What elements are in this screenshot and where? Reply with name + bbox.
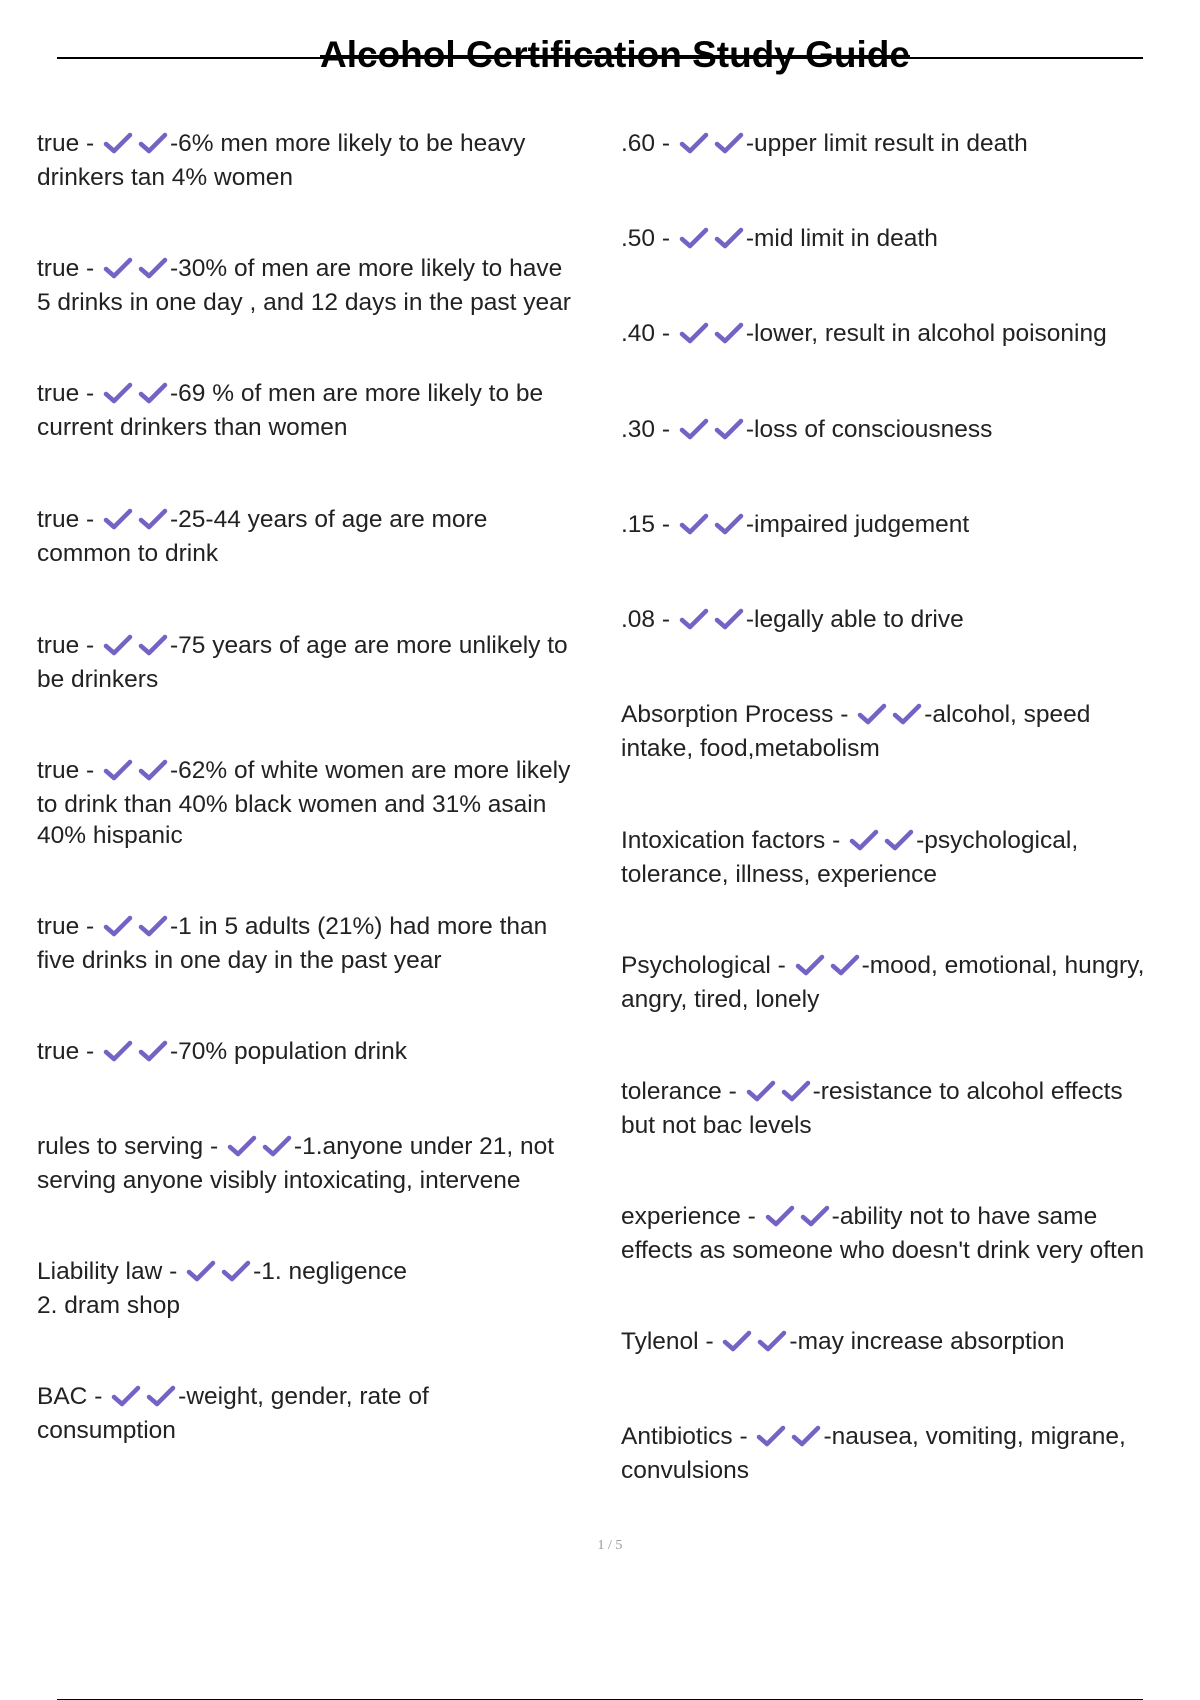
check-mark-icon bbox=[103, 508, 133, 530]
check-marks bbox=[857, 702, 922, 733]
check-mark-icon bbox=[714, 513, 744, 535]
check-marks bbox=[103, 1039, 168, 1070]
check-marks bbox=[679, 607, 744, 638]
definition-separator: - bbox=[170, 757, 179, 784]
right-flashcard-card bbox=[621, 950, 1144, 1015]
flashcard-term: Liability law bbox=[37, 1258, 163, 1285]
flashcard-term: rules to serving bbox=[37, 1133, 204, 1160]
check-mark-icon bbox=[138, 915, 168, 937]
check-mark-icon bbox=[795, 954, 825, 976]
check-mark-icon bbox=[714, 132, 744, 154]
definition-separator: - bbox=[924, 701, 933, 728]
check-marks bbox=[679, 131, 744, 162]
definition-separator: - bbox=[861, 952, 870, 979]
flashcard-term: .15 bbox=[621, 511, 656, 538]
check-mark-icon bbox=[757, 1330, 787, 1352]
check-mark-icon bbox=[679, 608, 709, 630]
term-separator: - bbox=[655, 416, 677, 443]
right-flashcard-card bbox=[621, 699, 1090, 764]
check-mark-icon bbox=[714, 608, 744, 630]
check-mark-icon bbox=[138, 508, 168, 530]
check-mark-icon bbox=[103, 257, 133, 279]
page-indicator: 1 / 5 bbox=[597, 1538, 623, 1553]
check-mark-icon bbox=[138, 132, 168, 154]
left-flashcard-card bbox=[37, 504, 487, 569]
term-separator: - bbox=[79, 255, 101, 282]
flashcard-term: true bbox=[37, 913, 80, 940]
definition-separator: - bbox=[170, 130, 179, 157]
term-separator: - bbox=[655, 320, 677, 347]
check-marks bbox=[103, 633, 168, 664]
flashcard-definition: loss of consciousness bbox=[754, 416, 993, 443]
flashcard-term: Psychological bbox=[621, 952, 771, 979]
check-mark-icon bbox=[679, 227, 709, 249]
right-flashcard-card bbox=[621, 318, 1107, 352]
flashcard-definition: 1.anyone under 21, not serving anyone visibly intoxicating, intervene bbox=[37, 1133, 555, 1194]
check-mark-icon bbox=[103, 132, 133, 154]
check-mark-icon bbox=[800, 1205, 830, 1227]
check-marks bbox=[103, 256, 168, 287]
definition-separator: - bbox=[745, 511, 755, 538]
term-separator: - bbox=[79, 632, 101, 659]
term-separator: - bbox=[79, 1038, 101, 1065]
check-marks bbox=[103, 914, 168, 945]
check-marks bbox=[103, 507, 168, 538]
term-separator: - bbox=[203, 1133, 225, 1160]
check-marks bbox=[186, 1259, 251, 1290]
term-separator: - bbox=[825, 827, 848, 854]
check-mark-icon bbox=[714, 418, 744, 440]
check-mark-icon bbox=[714, 227, 744, 249]
definition-separator: - bbox=[789, 1328, 798, 1355]
check-marks bbox=[103, 131, 168, 162]
check-mark-icon bbox=[830, 954, 860, 976]
check-mark-icon bbox=[679, 513, 709, 535]
flashcard-term: .40 bbox=[621, 320, 656, 347]
check-mark-icon bbox=[138, 257, 168, 279]
check-marks bbox=[679, 321, 744, 352]
right-flashcard-card bbox=[621, 1421, 1126, 1486]
left-flashcard-card bbox=[37, 1036, 407, 1070]
left-flashcard-card bbox=[37, 911, 547, 976]
check-marks bbox=[722, 1329, 787, 1360]
check-mark-icon bbox=[679, 132, 709, 154]
term-separator: - bbox=[79, 380, 101, 407]
check-mark-icon bbox=[746, 1080, 776, 1102]
check-mark-icon bbox=[138, 634, 168, 656]
definition-separator: - bbox=[916, 827, 925, 854]
flashcard-term: Antibiotics bbox=[621, 1423, 733, 1450]
flashcard-term: tolerance bbox=[621, 1078, 722, 1105]
definition-separator: - bbox=[812, 1078, 821, 1105]
term-separator: - bbox=[79, 130, 101, 157]
left-flashcard-card bbox=[37, 630, 568, 695]
flashcard-definition: psychological, tolerance, illness, experience bbox=[621, 827, 1079, 888]
flashcard-definition: legally able to drive bbox=[754, 606, 964, 633]
definition-separator: - bbox=[745, 320, 755, 347]
definition-separator: - bbox=[745, 416, 755, 443]
check-mark-icon bbox=[146, 1385, 176, 1407]
flashcard-term: .08 bbox=[621, 606, 656, 633]
definition-separator: - bbox=[293, 1133, 303, 1160]
definition-separator: - bbox=[178, 1383, 187, 1410]
flashcard-definition: upper limit result in death bbox=[754, 130, 1028, 157]
flashcard-definition: weight, gender, rate of consumption bbox=[37, 1383, 429, 1444]
definition-separator: - bbox=[170, 255, 179, 282]
definition-separator: - bbox=[170, 1038, 179, 1065]
check-marks bbox=[103, 758, 168, 789]
flashcard-definition: impaired judgement bbox=[754, 511, 970, 538]
check-mark-icon bbox=[765, 1205, 795, 1227]
left-flashcard-card bbox=[37, 1381, 429, 1446]
term-separator: - bbox=[87, 1383, 110, 1410]
flashcard-definition: 25-44 years of age are more common to drink bbox=[37, 506, 488, 567]
check-marks bbox=[679, 226, 744, 257]
definition-separator: - bbox=[745, 225, 755, 252]
check-marks bbox=[746, 1079, 811, 1110]
flashcard-definition: 1. negligence 2. dram shop bbox=[37, 1258, 407, 1319]
check-mark-icon bbox=[138, 382, 168, 404]
check-mark-icon bbox=[103, 915, 133, 937]
flashcard-definition: may increase absorption bbox=[797, 1328, 1065, 1355]
flashcard-definition: lower, result in alcohol poisoning bbox=[754, 320, 1107, 347]
term-separator: - bbox=[721, 1078, 744, 1105]
check-mark-icon bbox=[892, 703, 922, 725]
term-separator: - bbox=[740, 1203, 763, 1230]
definition-separator: - bbox=[745, 606, 755, 633]
flashcard-definition: 1 in 5 adults (21%) had more than five drinks in one day in the past year bbox=[37, 913, 548, 974]
flashcard-term: true bbox=[37, 255, 80, 282]
check-mark-icon bbox=[138, 759, 168, 781]
flashcard-term: true bbox=[37, 130, 80, 157]
check-mark-icon bbox=[221, 1260, 251, 1282]
check-mark-icon bbox=[138, 1040, 168, 1062]
check-marks bbox=[103, 381, 168, 412]
right-flashcard-card bbox=[621, 604, 964, 638]
check-marks bbox=[679, 417, 744, 448]
right-flashcard-card bbox=[621, 414, 992, 448]
check-marks bbox=[227, 1134, 292, 1165]
term-separator: - bbox=[79, 757, 101, 784]
check-mark-icon bbox=[781, 1080, 811, 1102]
term-separator: - bbox=[655, 511, 677, 538]
flashcard-definition: 30% of men are more likely to have 5 drinks in one day , and 12 days in the past year bbox=[37, 255, 571, 316]
left-flashcard-card bbox=[37, 378, 543, 443]
check-marks bbox=[849, 828, 914, 859]
check-marks bbox=[679, 512, 744, 543]
check-mark-icon bbox=[186, 1260, 216, 1282]
check-marks bbox=[765, 1204, 830, 1235]
check-mark-icon bbox=[849, 829, 879, 851]
flashcard-term: .60 bbox=[621, 130, 656, 157]
check-mark-icon bbox=[103, 634, 133, 656]
term-separator: - bbox=[655, 225, 677, 252]
definition-separator: - bbox=[745, 130, 755, 157]
flashcard-definition: mood, emotional, hungry, angry, tired, lonely bbox=[621, 952, 1145, 1013]
flashcard-term: true bbox=[37, 1038, 80, 1065]
right-flashcard-card bbox=[621, 128, 1028, 162]
flashcard-term: Tylenol bbox=[621, 1328, 699, 1355]
check-mark-icon bbox=[714, 322, 744, 344]
definition-separator: - bbox=[170, 632, 179, 659]
check-mark-icon bbox=[679, 418, 709, 440]
right-flashcard-card bbox=[621, 223, 938, 257]
term-separator: - bbox=[732, 1423, 755, 1450]
check-mark-icon bbox=[884, 829, 914, 851]
flashcard-term: experience bbox=[621, 1203, 741, 1230]
definition-separator: - bbox=[170, 506, 179, 533]
flashcard-definition: 69 % of men are more likely to be current drinkers than women bbox=[37, 380, 544, 441]
check-mark-icon bbox=[103, 1040, 133, 1062]
flashcard-definition: nausea, vomiting, migrane, convulsions bbox=[621, 1423, 1126, 1484]
left-flashcard-card bbox=[37, 1256, 407, 1321]
flashcard-term: .30 bbox=[621, 416, 656, 443]
check-mark-icon bbox=[227, 1135, 257, 1157]
flashcard-definition: resistance to alcohol effects but not bac levels bbox=[621, 1078, 1123, 1139]
term-separator: - bbox=[655, 606, 677, 633]
left-flashcard-card bbox=[37, 253, 571, 318]
flashcard-definition: 70% population drink bbox=[178, 1038, 407, 1065]
term-separator: - bbox=[770, 952, 793, 979]
left-flashcard-card bbox=[37, 1131, 554, 1196]
check-mark-icon bbox=[857, 703, 887, 725]
flashcard-term: true bbox=[37, 757, 80, 784]
check-mark-icon bbox=[791, 1425, 821, 1447]
check-marks bbox=[795, 953, 860, 984]
left-flashcard-card bbox=[37, 128, 525, 193]
check-marks bbox=[756, 1424, 821, 1455]
term-separator: - bbox=[655, 130, 677, 157]
check-mark-icon bbox=[722, 1330, 752, 1352]
flashcard-definition: 62% of white women are more likely to drink than 40% black women and 31% asain 40% hispanic bbox=[37, 757, 571, 849]
flashcard-term: true bbox=[37, 506, 80, 533]
flashcard-term: Intoxication factors bbox=[621, 827, 826, 854]
flashcard-definition: mid limit in death bbox=[754, 225, 938, 252]
definition-separator: - bbox=[170, 380, 179, 407]
term-separator: - bbox=[79, 913, 101, 940]
flashcard-definition: 6% men more likely to be heavy drinkers tan 4% women bbox=[37, 130, 526, 191]
flashcard-definition: alcohol, speed intake, food,metabolism bbox=[621, 701, 1091, 762]
left-flashcard-card bbox=[37, 755, 570, 851]
definition-separator: - bbox=[823, 1423, 832, 1450]
check-mark-icon bbox=[103, 759, 133, 781]
term-separator: - bbox=[698, 1328, 721, 1355]
flashcard-definition: 75 years of age are more unlikely to be drinkers bbox=[37, 632, 568, 693]
right-flashcard-card bbox=[621, 825, 1078, 890]
flashcard-term: Absorption Process bbox=[621, 701, 834, 728]
page-title: Alcohol Certification Study Guide bbox=[320, 34, 910, 75]
right-flashcard-card bbox=[621, 509, 969, 543]
check-mark-icon bbox=[262, 1135, 292, 1157]
check-mark-icon bbox=[111, 1385, 141, 1407]
check-mark-icon bbox=[756, 1425, 786, 1447]
check-mark-icon bbox=[679, 322, 709, 344]
definition-separator: - bbox=[253, 1258, 262, 1285]
term-separator: - bbox=[833, 701, 856, 728]
definition-separator: - bbox=[170, 913, 179, 940]
definition-separator: - bbox=[831, 1203, 840, 1230]
term-separator: - bbox=[79, 506, 101, 533]
flashcard-term: true bbox=[37, 632, 80, 659]
flashcard-definition: ability not to have same effects as someone who doesn't drink very often bbox=[621, 1203, 1145, 1264]
right-flashcard-card bbox=[621, 1201, 1144, 1266]
check-marks bbox=[111, 1384, 176, 1415]
flashcard-term: .50 bbox=[621, 225, 656, 252]
flashcard-term: BAC bbox=[37, 1383, 88, 1410]
term-separator: - bbox=[162, 1258, 185, 1285]
right-flashcard-card bbox=[621, 1076, 1123, 1141]
right-flashcard-card bbox=[621, 1326, 1065, 1360]
flashcard-term: true bbox=[37, 380, 80, 407]
check-mark-icon bbox=[103, 382, 133, 404]
